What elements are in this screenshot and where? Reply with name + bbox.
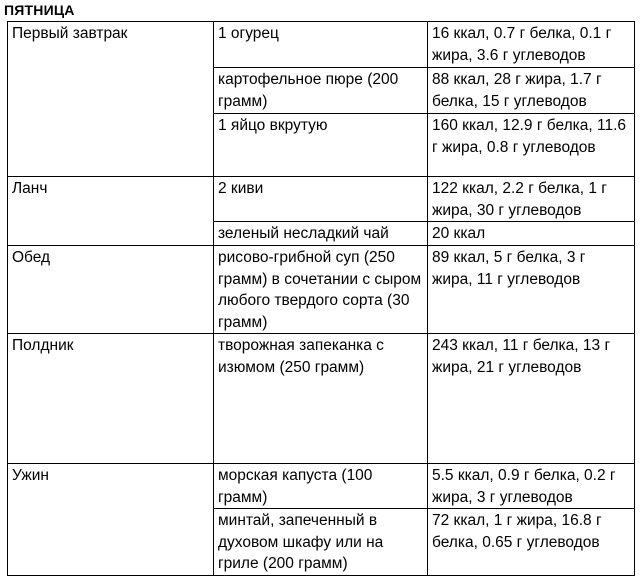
food-cell: 1 огурец [214, 22, 428, 68]
nutrition-cell: 243 ккал, 11 г белка, 13 г жира, 21 г углеводов [428, 334, 635, 464]
food-cell: минтай, запеченный в духовом шкафу или на гриле (200 грамм) [214, 509, 428, 576]
nutrition-cell: 89 ккал, 5 г белка, 3 г жира, 11 г углеводов [428, 246, 635, 334]
food-cell: 1 яйцо вкрутую [214, 114, 428, 177]
meal-name: Ужин [8, 464, 214, 576]
table-row [8, 334, 635, 464]
nutrition-cell: 16 ккал, 0.7 г белка, 0.1 г жира, 3.6 г углеводов [428, 22, 635, 68]
food-cell: картофельное пюре (200 грамм) [214, 68, 428, 114]
nutrition-cell: 122 ккал, 2.2 г белка, 1 г жира, 30 г углеводов [428, 177, 635, 222]
meal-plan-table [7, 21, 635, 576]
meal-name: Ланч [8, 177, 214, 246]
food-cell: творожная запеканка с изюмом (250 грамм) [214, 334, 428, 464]
nutrition-cell: 5.5 ккал, 0.9 г белка, 0.2 г жира, 3 г углеводов [428, 464, 635, 509]
nutrition-cell: 88 ккал, 28 г жира, 1.7 г белка, 15 г углеводов [428, 68, 635, 114]
food-cell: морская капуста (100 грамм) [214, 464, 428, 509]
food-cell: зеленый несладкий чай [214, 222, 428, 246]
nutrition-cell: 160 ккал, 12.9 г белка, 11.6 г жира, 0.8 г углеводов [428, 114, 635, 177]
food-cell: рисово-грибной суп (250 грамм) в сочетании с сыром любого твердого сорта (30 грамм) [214, 246, 428, 334]
meal-name: Первый завтрак [8, 22, 214, 177]
table-row [8, 464, 635, 509]
meal-name: Полдник [8, 334, 214, 464]
table-row [8, 177, 635, 222]
table-row [8, 22, 635, 68]
food-cell: 2 киви [214, 177, 428, 222]
meal-name: Обед [8, 246, 214, 334]
table-row [8, 246, 635, 334]
nutrition-cell: 72 ккал, 1 г жира, 16.8 г белка, 0.65 г углеводов [428, 509, 635, 576]
nutrition-cell: 20 ккал [428, 222, 635, 246]
page-title: ПЯТНИЦА [4, 2, 75, 18]
